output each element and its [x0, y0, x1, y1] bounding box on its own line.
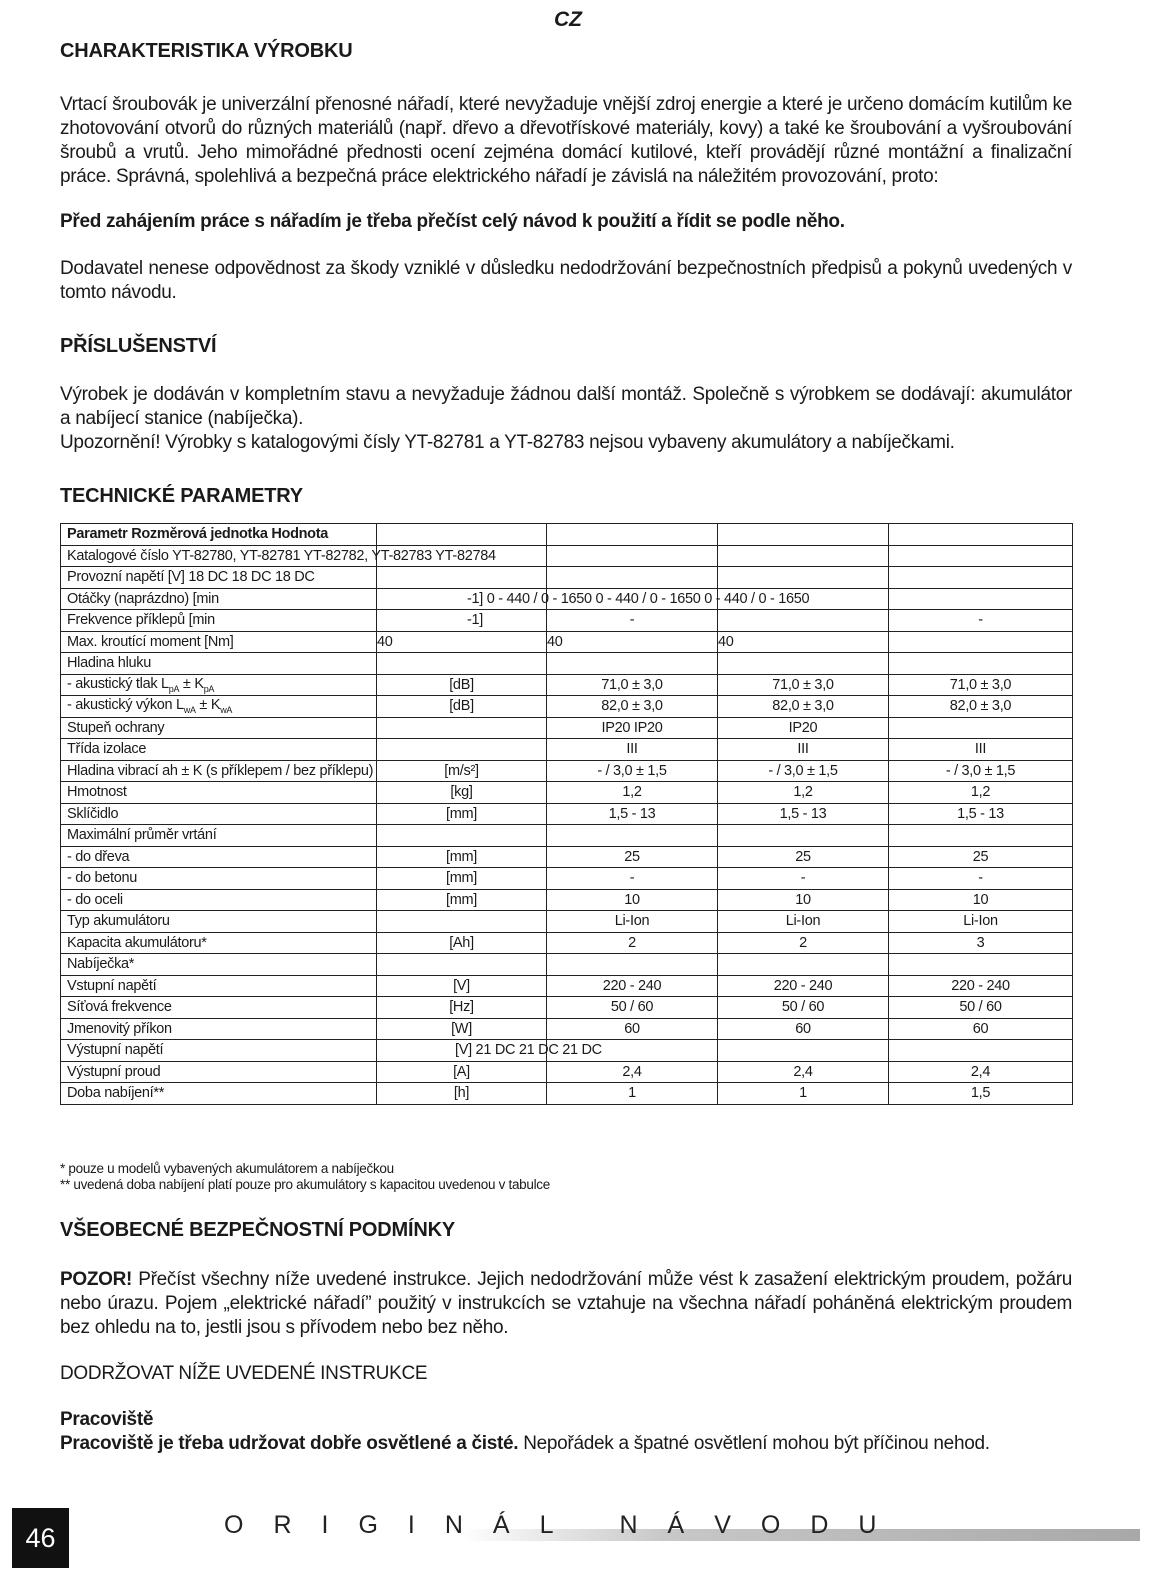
sound-power-value-1: 82,0 ± 3,0 — [547, 696, 718, 718]
table-row — [61, 524, 1073, 546]
impact-frequency-unit: -1] — [377, 610, 547, 632]
output-current-value-1: 2,4 — [547, 1061, 718, 1083]
table-row — [61, 653, 1073, 675]
rated-power-label: Jmenovitý příkon — [61, 1018, 377, 1040]
capacity-value-2: 2 — [718, 932, 889, 954]
table-row — [61, 739, 1073, 761]
charge-time-unit: [h] — [377, 1083, 547, 1105]
concrete-value-3: - — [889, 868, 1073, 890]
table-row — [61, 846, 1073, 868]
mains-frequency-value-2: 50 / 60 — [718, 997, 889, 1019]
charge-time-value-3: 1,5 — [889, 1083, 1073, 1105]
safety-warning-paragraph — [60, 1268, 1072, 1340]
insulation-label: Třída izolace — [61, 739, 377, 761]
vibration-unit: [m/s²] — [377, 760, 547, 782]
characteristics-paragraph: Vrtací šroubovák je univerzální přenosné nářadí, které nevyžaduje vnější zdroj energie a které je určeno domácím kutilům ke zhotovování otvorů do různých materiálů (např. dřevo a dřevotřískové materiály, kovy) a také ke šroubování a vyšroubování šroubů a vrutů. Jeho mimořádné přednosti ocení zejména domácí kutilové, kteří provádějí různé montážní a finalizační práce. Správná, spolehlivá a bezpečná práce elektrického nářadí je závislá na náležitém provozování, proto: — [60, 94, 1072, 187]
liability-paragraph: Dodavatel nenese odpovědnost za škody vzniklé v důsledku nedodržování bezpečnostních předpisů a pokynů uvedených v tomto návodu. — [60, 258, 1072, 303]
table-row — [61, 545, 1073, 567]
sound-power-value-3: 82,0 ± 3,0 — [889, 696, 1073, 718]
speed-label: Otáčky (naprázdno) [min — [61, 588, 377, 610]
wood-unit: [mm] — [377, 846, 547, 868]
table-row — [61, 803, 1073, 825]
mains-frequency-value-1: 50 / 60 — [547, 997, 718, 1019]
output-voltage-label: Výstupní napětí — [61, 1040, 377, 1062]
output-current-unit: [A] — [377, 1061, 547, 1083]
sound-pressure-value-2: 71,0 ± 3,0 — [718, 674, 889, 696]
table-row — [61, 997, 1073, 1019]
wood-label: - do dřeva — [61, 846, 377, 868]
chuck-value-2: 1,5 - 13 — [718, 803, 889, 825]
chuck-value-1: 1,5 - 13 — [547, 803, 718, 825]
input-voltage-value-1: 220 - 240 — [547, 975, 718, 997]
wood-value-3: 25 — [889, 846, 1073, 868]
footnote-2: ** uvedená doba nabíjení platí pouze pro akumulátory s kapacitou uvedenou v tabulce — [60, 1177, 550, 1192]
table-row — [61, 1061, 1073, 1083]
chuck-value-3: 1,5 - 13 — [889, 803, 1073, 825]
torque-label: Max. kroutící moment [Nm] — [61, 631, 377, 653]
concrete-value-1: - — [547, 868, 718, 890]
charge-time-value-1: 1 — [547, 1083, 718, 1105]
impact-frequency-label: Frekvence příklepů [min — [61, 610, 377, 632]
mass-label: Hmotnost — [61, 782, 377, 804]
vibration-value-1: - / 3,0 ± 1,5 — [547, 760, 718, 782]
steel-unit: [mm] — [377, 889, 547, 911]
table-row — [61, 631, 1073, 653]
mass-value-1: 1,2 — [547, 782, 718, 804]
instructions-heading: DODRŽOVAT NÍŽE UVEDENÉ INSTRUKCE — [60, 1363, 428, 1384]
input-voltage-value-2: 220 - 240 — [718, 975, 889, 997]
sound-power-label: - akustický výkon $L_{wA} \pm K_{wA}$ — [61, 696, 377, 718]
max-drill-label: Maximální průměr vrtání — [61, 825, 377, 847]
accessories-paragraph: Výrobek je dodáván v kompletním stavu a nevyžaduje žádnou další montáž. Společně s výrobkem se dodávají: akumulátor a nabíjecí stanice (nabíječka). — [60, 384, 1072, 429]
rated-power-value-1: 60 — [547, 1018, 718, 1040]
charger-label: Nabíječka* — [61, 954, 377, 976]
table-row — [61, 674, 1073, 696]
input-voltage-value-3: 220 - 240 — [889, 975, 1073, 997]
table-row — [61, 567, 1073, 589]
protection-value-3: IP20 — [718, 717, 889, 739]
mains-frequency-label: Síťová frekvence — [61, 997, 377, 1019]
section-heading-safety: VŠEOBECNÉ BEZPEČNOSTNÍ PODMÍNKY — [60, 1219, 455, 1241]
table-row — [61, 975, 1073, 997]
insulation-value-1: III — [547, 739, 718, 761]
capacity-label: Kapacita akumulátoru* — [61, 932, 377, 954]
mass-unit: [kg] — [377, 782, 547, 804]
concrete-label: - do betonu — [61, 868, 377, 890]
table-row — [61, 717, 1073, 739]
technical-parameters-table — [60, 523, 1073, 1105]
footnote-1: * pouze u modelů vybavených akumulátorem a nabíječkou — [60, 1161, 394, 1176]
section-heading-accessories: PŘÍSLUŠENSTVÍ — [60, 335, 217, 357]
table-row — [61, 696, 1073, 718]
impact-frequency-value-1: - — [547, 610, 718, 632]
protection-value-12: IP20 IP20 — [547, 717, 718, 739]
table-row — [61, 911, 1073, 933]
warning-text: Přečíst všechny níže uvedené instrukce. Jejich nedodržování může vést k zasažení elektrickým proudem, požáru nebo úrazu. Pojem „elektrické nářadí” použitý v instrukcích se vztahuje na všechna nářadí poháněná elektrickým proudem bez ohledu na to, jestli jsou s přívodem nebo bez něho. — [60, 1269, 1072, 1338]
vibration-value-3: - / 3,0 ± 1,5 — [889, 760, 1073, 782]
table-row — [61, 825, 1073, 847]
table-row — [61, 1083, 1073, 1105]
wood-value-2: 25 — [718, 846, 889, 868]
sound-pressure-label: - akustický tlak $L_{pA} \pm K_{pA}$ — [61, 674, 377, 696]
impact-frequency-value-2: - — [889, 610, 1073, 632]
table-row — [61, 760, 1073, 782]
table-row — [61, 1040, 1073, 1062]
table-header-cell: Parametr Rozměrová jednotka Hodnota — [61, 524, 377, 546]
table-row — [61, 610, 1073, 632]
steel-value-1: 10 — [547, 889, 718, 911]
torque-value-3: 40 — [718, 631, 889, 653]
concrete-value-2: - — [718, 868, 889, 890]
input-voltage-label: Vstupní napětí — [61, 975, 377, 997]
rated-power-unit: [W] — [377, 1018, 547, 1040]
concrete-unit: [mm] — [377, 868, 547, 890]
input-voltage-unit: [V] — [377, 975, 547, 997]
warning-label: POZOR! — [60, 1269, 133, 1290]
read-manual-notice: Před zahájením práce s nářadím je třeba přečíst celý návod k použití a řídit se podle něho. — [60, 211, 845, 232]
footer-title: ORIGINÁL NÁVODU — [224, 1511, 907, 1539]
battery-type-value-2: Li-Ion — [718, 911, 889, 933]
chuck-unit: [mm] — [377, 803, 547, 825]
table-footnotes — [60, 1161, 550, 1193]
vibration-value-2: - / 3,0 ± 1,5 — [718, 760, 889, 782]
steel-label: - do oceli — [61, 889, 377, 911]
capacity-unit: [Ah] — [377, 932, 547, 954]
output-current-label: Výstupní proud — [61, 1061, 377, 1083]
main-content — [60, 40, 1072, 508]
table-row — [61, 868, 1073, 890]
sound-power-unit: [dB] — [377, 696, 547, 718]
protection-label: Stupeň ochrany — [61, 717, 377, 739]
insulation-value-2: III — [718, 739, 889, 761]
table-row — [61, 889, 1073, 911]
output-current-value-3: 2,4 — [889, 1061, 1073, 1083]
mains-frequency-value-3: 50 / 60 — [889, 997, 1073, 1019]
chuck-label: Sklíčidlo — [61, 803, 377, 825]
steel-value-2: 10 — [718, 889, 889, 911]
sound-pressure-unit: [dB] — [377, 674, 547, 696]
torque-value-1: 40 — [377, 631, 547, 653]
capacity-value-3: 3 — [889, 932, 1073, 954]
workplace-heading: Pracoviště — [60, 1409, 154, 1430]
safety-section — [60, 1219, 1072, 1456]
wood-value-1: 25 — [547, 846, 718, 868]
catalog-cell: Katalogové číslo YT-82780, YT-82781 YT-82782, YT-82783 YT-82784 — [61, 545, 377, 567]
charge-time-value-2: 1 — [718, 1083, 889, 1105]
battery-type-value-3: Li-Ion — [889, 911, 1073, 933]
torque-value-2: 40 — [547, 631, 718, 653]
table-row — [61, 782, 1073, 804]
accessories-warning: Upozornění! Výrobky s katalogovými čísly YT-82781 a YT-82783 nejsou vybaveny akumulátory a nabíječkami. — [60, 432, 955, 453]
section-heading-characteristics: CHARAKTERISTIKA VÝROBKU — [60, 40, 353, 62]
language-code: CZ — [554, 8, 582, 31]
noise-label: Hladina hluku — [61, 653, 377, 675]
sound-pressure-value-1: 71,0 ± 3,0 — [547, 674, 718, 696]
table-row — [61, 1018, 1073, 1040]
table-row — [61, 932, 1073, 954]
mass-value-3: 1,2 — [889, 782, 1073, 804]
output-current-value-2: 2,4 — [718, 1061, 889, 1083]
page-number: 46 — [12, 1508, 69, 1568]
mass-value-2: 1,2 — [718, 782, 889, 804]
charge-time-label: Doba nabíjení** — [61, 1083, 377, 1105]
battery-type-label: Typ akumulátoru — [61, 911, 377, 933]
table-row — [61, 954, 1073, 976]
rated-power-value-2: 60 — [718, 1018, 889, 1040]
voltage-cell: Provozní napětí [V] 18 DC 18 DC 18 DC — [61, 567, 377, 589]
battery-type-value-1: Li-Ion — [547, 911, 718, 933]
sound-power-value-2: 82,0 ± 3,0 — [718, 696, 889, 718]
sound-pressure-value-3: 71,0 ± 3,0 — [889, 674, 1073, 696]
vibration-label: Hladina vibrací ah ± K (s příklepem / bez příklepu) — [61, 760, 377, 782]
speed-values: -1] 0 - 440 / 0 - 1650 0 - 440 / 0 - 1650 0 - 440 / 0 - 1650 — [377, 588, 547, 610]
capacity-value-1: 2 — [547, 932, 718, 954]
steel-value-3: 10 — [889, 889, 1073, 911]
output-voltage-values: [V] 21 DC 21 DC 21 DC — [377, 1040, 547, 1062]
table-row — [61, 588, 1073, 610]
workplace-paragraph — [60, 1432, 1072, 1456]
insulation-value-3: III — [889, 739, 1073, 761]
workplace-bold-text: Pracoviště je třeba udržovat dobře osvětlené a čisté. — [60, 1433, 519, 1454]
rated-power-value-3: 60 — [889, 1018, 1073, 1040]
workplace-text: Nepořádek a špatné osvětlení mohou být příčinou nehod. — [518, 1433, 990, 1454]
section-heading-technical: TECHNICKÉ PARAMETRY — [60, 485, 303, 507]
mains-frequency-unit: [Hz] — [377, 997, 547, 1019]
